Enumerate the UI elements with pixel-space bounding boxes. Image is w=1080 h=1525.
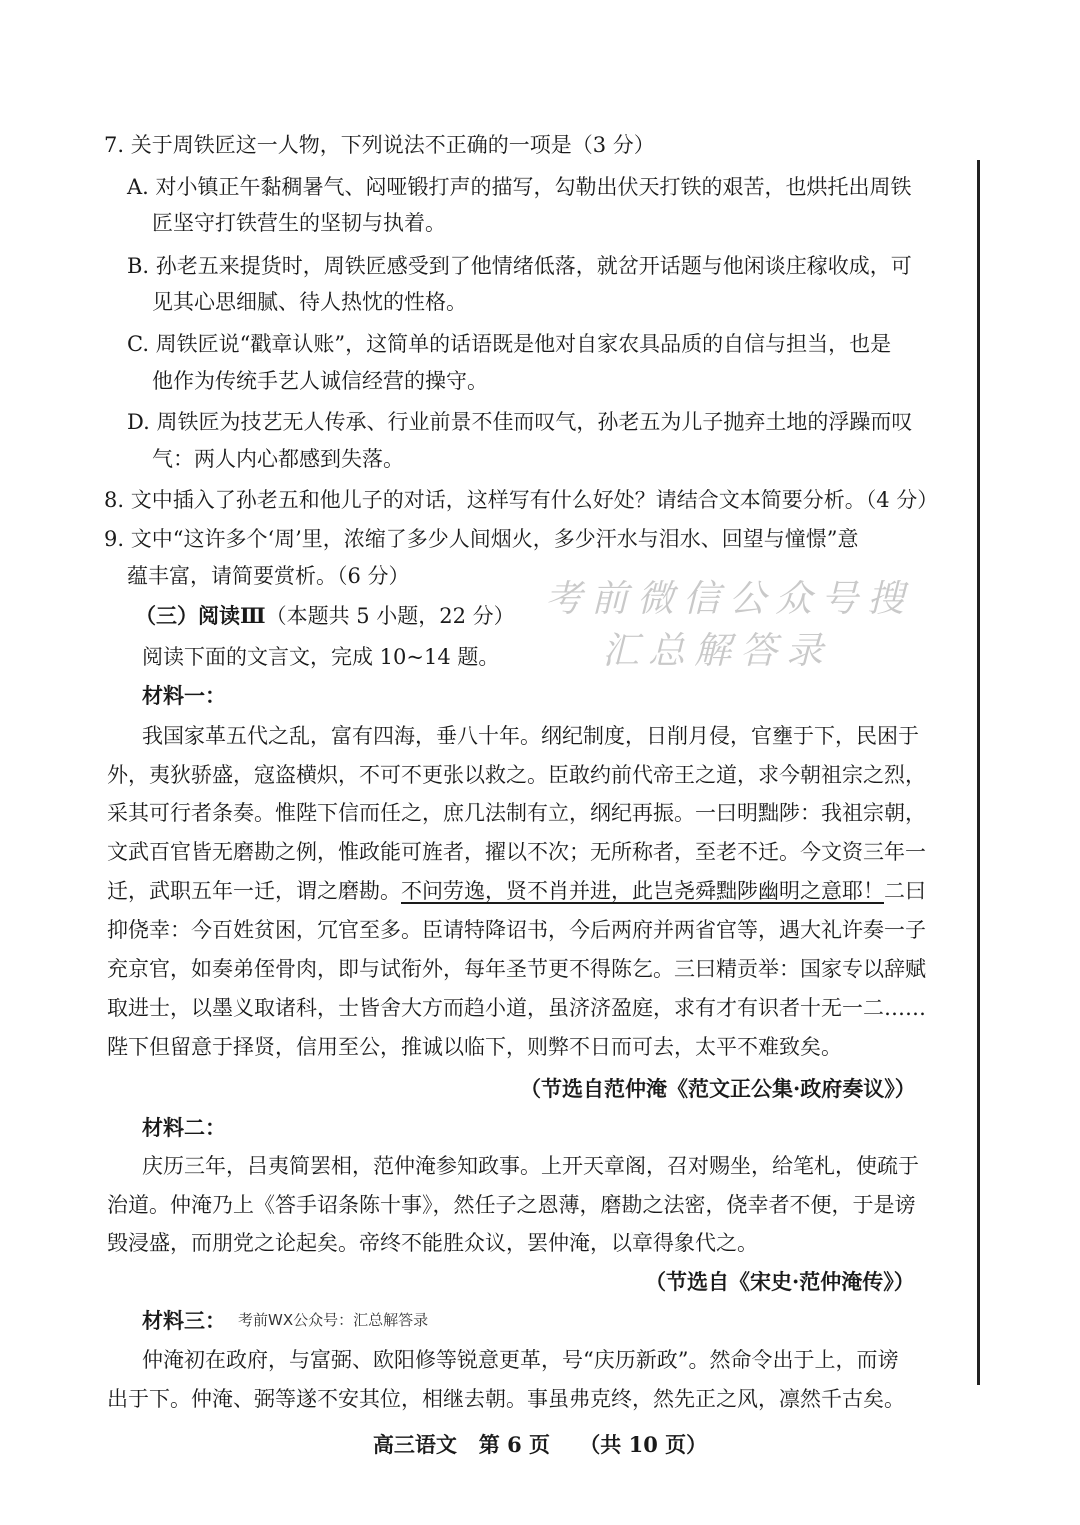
material3-line: 仲淹初在政府，与富弼、欧阳修等锐意更革，号“庆历新政”。然命令出于上，而谤	[142, 1348, 899, 1372]
material2-source: （节选自《宋史·范仲淹传》）	[645, 1269, 915, 1294]
material3-line: 出于下。仲淹、弼等遂不安其位，相继去朝。事虽弗克终，然先正之风，凛然千古矣。	[107, 1387, 905, 1411]
section-instruction: 阅读下面的文言文，完成 10~14 题。	[142, 645, 500, 669]
section-title: （三）阅读Ⅲ	[135, 603, 266, 628]
q7-option-c-line1: C. 周铁匠说“戳章认账”，这简单的话语既是他对自家农具品质的自信与担当，也是	[127, 332, 892, 356]
material1-line: 充京官，如奏弟侄骨肉，即与试衔外，每年圣节更不得陈乞。三曰精贡举：国家专以辞赋	[107, 957, 926, 981]
material2-line: 庆历三年，吕夷简罢相，范仲淹参知政事。上开天章阁，召对赐坐，给笔札，使疏于	[142, 1154, 919, 1178]
q8-stem: 8. 文中插入了孙老五和他儿子的对话，这样写有什么好处？请结合文本简要分析。（4 分）	[104, 488, 939, 512]
q7-option-c-line2: 他作为传统手艺人诚信经营的操守。	[152, 369, 488, 393]
material1-line	[107, 876, 926, 906]
page-footer: 高三语文 第 6 页 （共 10 页）	[372, 1432, 708, 1457]
material2-label: 材料二：	[142, 1115, 226, 1140]
q7-option-a-line2: 匠坚守打铁营生的坚韧与执着。	[152, 211, 446, 235]
material1-line-tail: 二曰	[884, 879, 926, 903]
material1-line: 采其可行者条奏。惟陛下信而任之，庶几法制有立，纲纪再振。一曰明黜陟：我祖宗朝，	[107, 801, 926, 825]
material1-label: 材料一：	[142, 683, 226, 708]
watermark-small-text: 考前WX公众号：汇总解答录	[238, 1311, 429, 1329]
material1-line: 陛下但留意于择贤，信用至公，推诚以临下，则弊不日而可去，太平不难致矣。	[107, 1035, 842, 1059]
material1-underlined-sentence: 不问劳逸，贤不肖并进，此岂尧舜黜陟幽明之意耶！	[401, 879, 884, 903]
q7-option-a-line1: A. 对小镇正午黏稠暑气、闷哑锻打声的描写，勾勒出伏天打铁的艰苦，也烘托出周铁	[127, 175, 912, 199]
q7-option-b-line2: 见其心思细腻、待人热忱的性格。	[152, 290, 467, 314]
q9-stem-line1: 9. 文中“这许多个‘周’里，浓缩了多少人间烟火，多少汗水与泪水、回望与憧憬”意	[104, 527, 859, 551]
material1-line: 文武百官皆无磨勘之例，惟政能可旌者，擢以不次；无所称者，至老不迁。今文资三年一	[107, 840, 926, 864]
q7-option-d-line1: D. 周铁匠为技艺无人传承、行业前景不佳而叹气，孙老五为儿子抛弃土地的浮躁而叹	[127, 410, 913, 434]
q7-option-b-line1: B. 孙老五来提货时，周铁匠感受到了他情绪低落，就岔开话题与他闲谈庄稼收成，可	[127, 254, 912, 278]
material3-label: 材料三：	[142, 1308, 226, 1333]
section-meta: （本题共 5 小题，22 分）	[265, 604, 515, 628]
watermark-line-2: 汇总解答录	[602, 629, 832, 672]
watermark-line-1: 考前微信公众号搜	[545, 577, 913, 620]
material2-line: 治道。仲淹乃上《答手诏条陈十事》，然任子之恩薄，磨勘之法密，侥幸者不便，于是谤	[107, 1193, 916, 1217]
material1-source: （节选自范仲淹《范文正公集·政府奏议》）	[520, 1076, 916, 1101]
q7-stem: 7. 关于周铁匠这一人物，下列说法不正确的一项是（3 分）	[104, 133, 655, 157]
material1-line: 取进士，以墨义取诸科，士皆舍大方而趋小道，虽济济盈庭，求有才有识者十无一二……	[107, 996, 926, 1020]
material1-line: 外，夷狄骄盛，寇盗横炽，不可不更张以救之。臣敢约前代帝王之道，求今朝祖宗之烈，	[107, 763, 926, 787]
margin-rule	[977, 160, 980, 1385]
material1-line: 我国家革五代之乱，富有四海，垂八十年。纲纪制度，日削月侵，官壅于下，民困于	[142, 724, 919, 748]
material2-line: 毁浸盛，而朋党之论起矣。帝终不能胜众议，罢仲淹，以章得象代之。	[107, 1231, 758, 1255]
section-heading	[135, 601, 515, 631]
material1-line-text: 迁，武职五年一迁，谓之磨勘。	[107, 879, 401, 903]
material1-line: 抑侥幸：今百姓贫困，冗官至多。臣请特降诏书，今后两府并两省官等，遇大礼许奏一子	[107, 918, 926, 942]
q7-option-d-line2: 气：两人内心都感到失落。	[152, 447, 404, 471]
q9-stem-line2: 蕴丰富，请简要赏析。（6 分）	[127, 564, 410, 588]
